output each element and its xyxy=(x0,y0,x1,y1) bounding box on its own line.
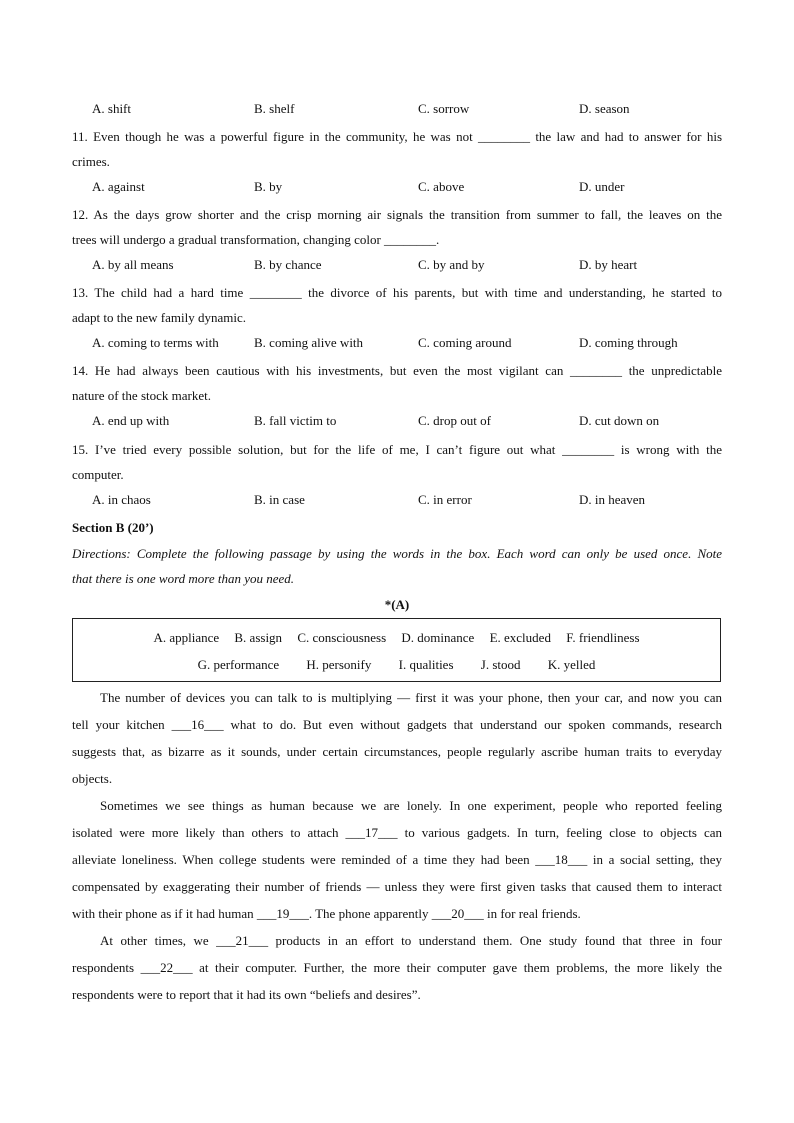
q14-option-a[interactable]: A. end up with xyxy=(92,413,170,428)
q14-option-b[interactable]: B. fall victim to xyxy=(254,413,337,428)
q11-option-b[interactable]: B. by xyxy=(254,179,283,194)
p3-line3: respondents were to report that it had its own “beliefs and desires”. xyxy=(72,987,421,1002)
q11-stem-line2: crimes. xyxy=(72,154,110,169)
q15-options xyxy=(92,491,722,509)
word-option-a: A. appliance xyxy=(153,630,220,645)
word-option-d: D. dominance xyxy=(401,630,475,645)
q10-option-c[interactable]: C. sorrow xyxy=(418,101,470,116)
q12-option-b[interactable]: B. by chance xyxy=(254,257,322,272)
q15-stem-line2: computer. xyxy=(72,467,124,482)
q13-option-d[interactable]: D. coming through xyxy=(579,335,678,350)
q12-option-c[interactable]: C. by and by xyxy=(418,257,485,272)
q14-option-c[interactable]: C. drop out of xyxy=(418,413,491,428)
p3-line1: At other times, we ___21___ products in an effort to understand them. One study found that three in four xyxy=(100,933,722,948)
word-option-k: K. yelled xyxy=(547,657,596,672)
word-option-b: B. assign xyxy=(234,630,283,645)
q15-stem-line1: 15. I’ve tried every possible solution, but for the life of me, I can’t figure out what ________ is wrong with the xyxy=(72,442,722,457)
word-option-e: E. excluded xyxy=(489,630,551,645)
q12-stem-line1: 12. As the days grow shorter and the crisp morning air signals the transition from summer to fall, the leaves on the xyxy=(72,207,722,222)
q13-stem-line2: adapt to the new family dynamic. xyxy=(72,310,247,325)
q13-options xyxy=(92,334,722,352)
q14-stem-line1: 14. He had always been cautious with his investments, but even the most vigilant can ________ the unpredictable xyxy=(72,363,722,378)
p2-line3: alleviate loneliness. When college students were reminded of a time they had been ___18___ in a social setting, they xyxy=(72,852,722,867)
q11-option-c[interactable]: C. above xyxy=(418,179,465,194)
q14-stem-line2: nature of the stock market. xyxy=(72,388,211,403)
q10-option-b[interactable]: B. shelf xyxy=(254,101,295,116)
q10-option-d[interactable]: D. season xyxy=(579,101,630,116)
passage-title: *(A) xyxy=(384,597,410,612)
q13-option-c[interactable]: C. coming around xyxy=(418,335,512,350)
q11-option-d[interactable]: D. under xyxy=(579,179,625,194)
word-option-g: G. performance xyxy=(197,657,280,672)
p2-line4: compensated by exaggerating their number of friends — unless they were first given tasks that caused them to interact xyxy=(72,879,722,894)
word-option-h: H. personify xyxy=(306,657,372,672)
q10-options xyxy=(92,100,722,118)
q12-options xyxy=(92,256,722,274)
q15-option-b[interactable]: B. in case xyxy=(254,492,305,507)
q14-option-d[interactable]: D. cut down on xyxy=(579,413,660,428)
p1-line4: objects. xyxy=(72,771,113,786)
word-option-f: F. friendliness xyxy=(566,630,640,645)
q13-option-a[interactable]: A. coming to terms with xyxy=(92,335,219,350)
p1-line2: tell your kitchen ___16___ what to do. But even without gadgets that understand our spoken commands, research xyxy=(72,717,722,732)
q12-stem-line2: trees will undergo a gradual transformation, changing color ________. xyxy=(72,232,440,247)
p3-line2: respondents ___22___ at their computer. Further, the more their computer gave them problems, the more likely the xyxy=(72,960,722,975)
section-b-heading: Section B (20’) xyxy=(72,520,154,535)
p1-line3: suggests that, as bizarre as it sounds, under certain circumstances, people regularly ascribe human traits to everyday xyxy=(72,744,722,759)
p2-line2: isolated were more likely than others to attach ___17___ to various gadgets. In turn, feeling close to objects can xyxy=(72,825,722,840)
directions-line1: Directions: Complete the following passage by using the words in the box. Each word can only be used once. Note xyxy=(72,546,722,561)
word-box xyxy=(72,618,721,682)
q15-option-c[interactable]: C. in error xyxy=(418,492,472,507)
word-box-row-1 xyxy=(73,629,720,647)
q14-options xyxy=(92,412,722,430)
directions-line2: that there is one word more than you need. xyxy=(72,571,295,586)
word-option-i: I. qualities xyxy=(398,657,454,672)
q10-option-a[interactable]: A. shift xyxy=(92,101,131,116)
q13-option-b[interactable]: B. coming alive with xyxy=(254,335,364,350)
p2-line1: Sometimes we see things as human because we are lonely. In one experiment, people who reported feeling xyxy=(100,798,722,813)
q13-stem-line1: 13. The child had a hard time ________ the divorce of his parents, but with time and understanding, he started to xyxy=(72,285,722,300)
q11-options xyxy=(92,178,722,196)
word-option-c: C. consciousness xyxy=(297,630,387,645)
q15-option-d[interactable]: D. in heaven xyxy=(579,492,646,507)
q11-stem-line1: 11. Even though he was a powerful figure in the community, he was not ________ the law and had to answer for his xyxy=(72,129,722,144)
q12-option-a[interactable]: A. by all means xyxy=(92,257,174,272)
word-box-row-2 xyxy=(73,656,720,674)
q11-option-a[interactable]: A. against xyxy=(92,179,145,194)
q15-option-a[interactable]: A. in chaos xyxy=(92,492,151,507)
p1-line1: The number of devices you can talk to is multiplying — first it was your phone, then your car, and now you can xyxy=(100,690,722,705)
q12-option-d[interactable]: D. by heart xyxy=(579,257,638,272)
word-option-j: J. stood xyxy=(480,657,521,672)
p2-line5: with their phone as if it had human ___19___. The phone apparently ___20___ in for real friends. xyxy=(72,906,581,921)
